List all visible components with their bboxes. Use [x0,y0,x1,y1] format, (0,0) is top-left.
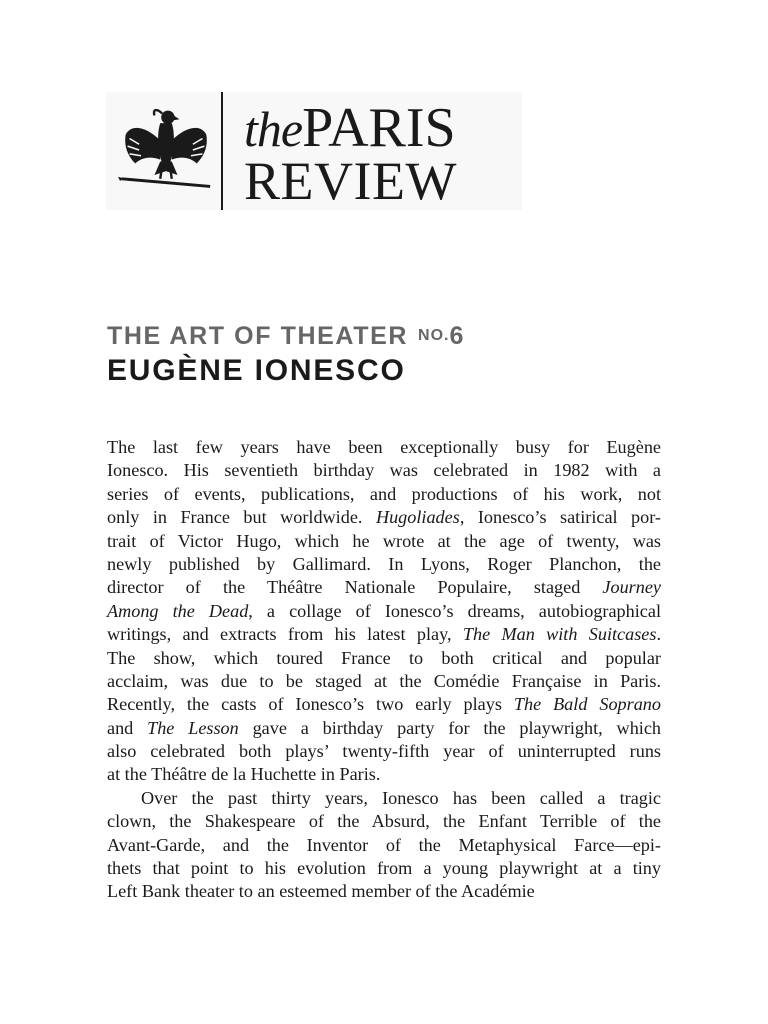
text-line [107,670,661,693]
text-run: clown, the Shakespeare of the Absurd, the Enfant Terrible of the [107,811,661,832]
text-line [107,717,661,740]
text-line [107,459,661,482]
text-run: Recently, the casts of Ionesco’s two early plays [107,694,514,715]
text-run: newly published by Gallimard. In Lyons, Roger Planchon, the [107,553,661,574]
paragraph-2 [107,787,661,904]
text-run: thets that point to his evolution from a young playwright at a tiny [107,858,661,879]
text-line [107,483,661,506]
masthead-paris: PARIS [302,97,456,159]
paragraph-1 [107,436,661,787]
masthead-review: REVIEW [244,151,457,211]
italic-title: Among the Dead [107,600,249,621]
text-run: only in France but worldwide. [107,507,376,528]
interview-subject: EUGÈNE IONESCO [107,354,406,387]
text-run: also celebrated both plays’ twenty-fifth year of uninterrupted runs [107,741,661,762]
text-run: trait of Victor Hugo, which he wrote at the age of twenty, was [107,530,661,551]
text-run: writings, and extracts from his latest play, [107,624,463,645]
text-line [107,787,661,810]
text-line [107,506,661,529]
italic-title: Journey [602,577,661,598]
text-run: The show, which toured France to both critical and popular [107,647,661,668]
text-run: gave a birthday party for the playwright, which [238,717,662,738]
masthead-title-line1 [244,97,456,159]
text-line [107,436,661,459]
text-run: Left Bank theater to an esteemed member of the Académie [107,881,535,902]
text-run: , a collage of Ionesco’s dreams, autobiographical [248,600,661,621]
masthead-the: the [244,101,303,157]
text-line [107,810,661,833]
text-run: Over the past thirty years, Ionesco has been called a tragic [141,787,661,808]
series-no-label: NO. [418,327,450,344]
italic-title: The Man with Suitcases [462,624,657,645]
text-run: . [656,624,662,645]
text-line [107,576,661,599]
eagle-holding-pen-icon [118,102,214,198]
italic-title: The Bald Soprano [513,694,661,715]
text-run: acclaim, was due to be staged at the Comédie Française in Paris. [107,670,661,691]
masthead-divider [221,92,223,210]
text-run: director of the Théâtre Nationale Populaire, staged [107,577,603,598]
text-run: , Ionesco’s satirical por- [459,507,661,528]
text-line [107,763,661,786]
text-line [107,834,661,857]
text-run: and [107,717,148,738]
text-line [107,553,661,576]
italic-title: Hugoliades [375,507,460,528]
text-run: Ionesco. His seventieth birthday was celebrated in 1982 with a [107,460,661,481]
text-line [107,857,661,880]
series-label: THE ART OF THEATER [107,322,409,350]
text-line [107,880,661,903]
text-line [107,530,661,553]
text-run: The last few years have been exceptionally busy for Eugène [107,437,661,457]
masthead-logo [106,92,522,210]
text-run: at the Théâtre de la Huchette in Paris. [107,764,381,785]
article-body [107,436,661,904]
text-line [107,600,661,623]
text-line [107,623,661,646]
series-number: 6 [449,322,464,350]
text-line [107,647,661,670]
text-line [107,740,661,763]
text-run: series of events, publications, and productions of his work, not [107,483,661,504]
text-line [107,693,661,716]
series-title [107,322,463,351]
text-run: Avant-Garde, and the Inventor of the Metaphysical Farce—epi- [107,834,661,855]
italic-title: The Lesson [147,717,239,738]
